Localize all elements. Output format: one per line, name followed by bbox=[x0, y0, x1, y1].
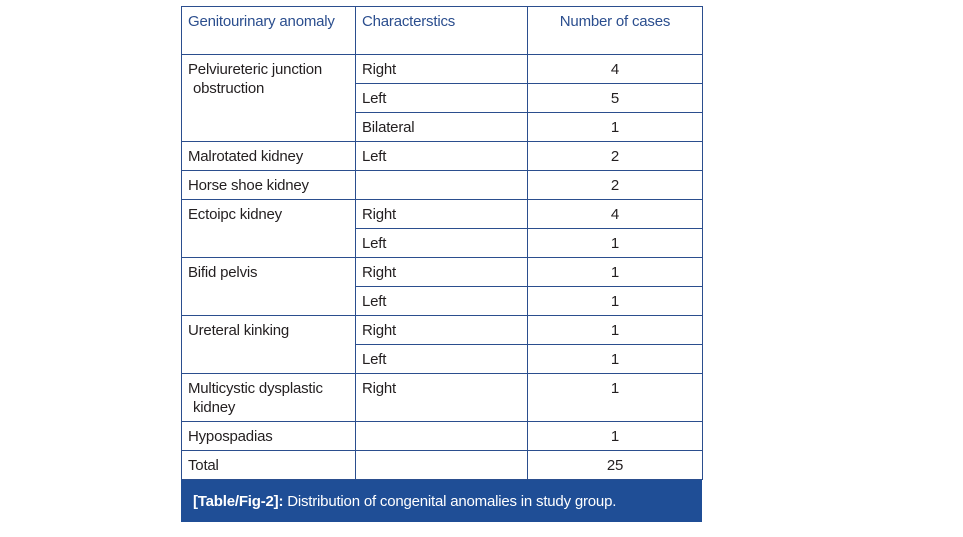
anomaly-cell: Ectoipc kidney bbox=[182, 200, 356, 258]
anomalies-table bbox=[181, 6, 703, 480]
table-row-total bbox=[182, 451, 703, 480]
cases-cell: 1 bbox=[528, 316, 703, 345]
table-header-row bbox=[182, 7, 703, 55]
anomaly-cell: Malrotated kidney bbox=[182, 142, 356, 171]
characteristic-cell: Left bbox=[356, 345, 528, 374]
characteristic-cell bbox=[356, 451, 528, 480]
characteristic-cell: Right bbox=[356, 200, 528, 229]
characteristic-cell: Bilateral bbox=[356, 113, 528, 142]
cases-cell: 2 bbox=[528, 142, 703, 171]
table-row bbox=[182, 55, 703, 84]
anomaly-cell: Horse shoe kidney bbox=[182, 171, 356, 200]
characteristic-cell bbox=[356, 171, 528, 200]
characteristic-cell: Left bbox=[356, 229, 528, 258]
total-label-cell: Total bbox=[182, 451, 356, 480]
table-row bbox=[182, 374, 703, 422]
caption-text: Distribution of congenital anomalies in study group. bbox=[283, 493, 617, 510]
characteristic-cell bbox=[356, 422, 528, 451]
anomaly-cell bbox=[182, 374, 356, 422]
characteristic-cell: Right bbox=[356, 374, 528, 422]
cases-cell: 1 bbox=[528, 287, 703, 316]
header-characteristics: Characterstics bbox=[356, 7, 528, 55]
anomaly-line1: Pelviureteric junction bbox=[188, 61, 322, 78]
cases-cell: 1 bbox=[528, 113, 703, 142]
cases-cell: 5 bbox=[528, 84, 703, 113]
table-caption bbox=[181, 480, 702, 522]
anomaly-line2: obstruction bbox=[193, 80, 265, 97]
table-figure bbox=[181, 6, 702, 522]
table-row bbox=[182, 258, 703, 287]
characteristic-cell: Right bbox=[356, 258, 528, 287]
cases-cell: 1 bbox=[528, 374, 703, 422]
cases-cell: 1 bbox=[528, 258, 703, 287]
caption-label: [Table/Fig-2]: bbox=[193, 493, 284, 510]
table-row bbox=[182, 142, 703, 171]
anomaly-line1: Multicystic dysplastic bbox=[188, 380, 323, 397]
anomaly-cell bbox=[182, 55, 356, 142]
anomaly-cell: Bifid pelvis bbox=[182, 258, 356, 316]
characteristic-cell: Left bbox=[356, 84, 528, 113]
cases-cell: 4 bbox=[528, 200, 703, 229]
characteristic-cell: Left bbox=[356, 287, 528, 316]
anomaly-cell: Ureteral kinking bbox=[182, 316, 356, 374]
cases-cell: 4 bbox=[528, 55, 703, 84]
characteristic-cell: Right bbox=[356, 55, 528, 84]
table-row bbox=[182, 200, 703, 229]
cases-cell: 1 bbox=[528, 345, 703, 374]
table-row bbox=[182, 171, 703, 200]
cases-cell: 1 bbox=[528, 422, 703, 451]
characteristic-cell: Left bbox=[356, 142, 528, 171]
table-row bbox=[182, 422, 703, 451]
anomaly-cell: Hypospadias bbox=[182, 422, 356, 451]
anomaly-line2: kidney bbox=[193, 399, 236, 416]
cases-cell: 1 bbox=[528, 229, 703, 258]
header-cases: Number of cases bbox=[528, 7, 703, 55]
header-anomaly: Genitourinary anomaly bbox=[182, 7, 356, 55]
characteristic-cell: Right bbox=[356, 316, 528, 345]
total-cases-cell: 25 bbox=[528, 451, 703, 480]
cases-cell: 2 bbox=[528, 171, 703, 200]
table-row bbox=[182, 316, 703, 345]
